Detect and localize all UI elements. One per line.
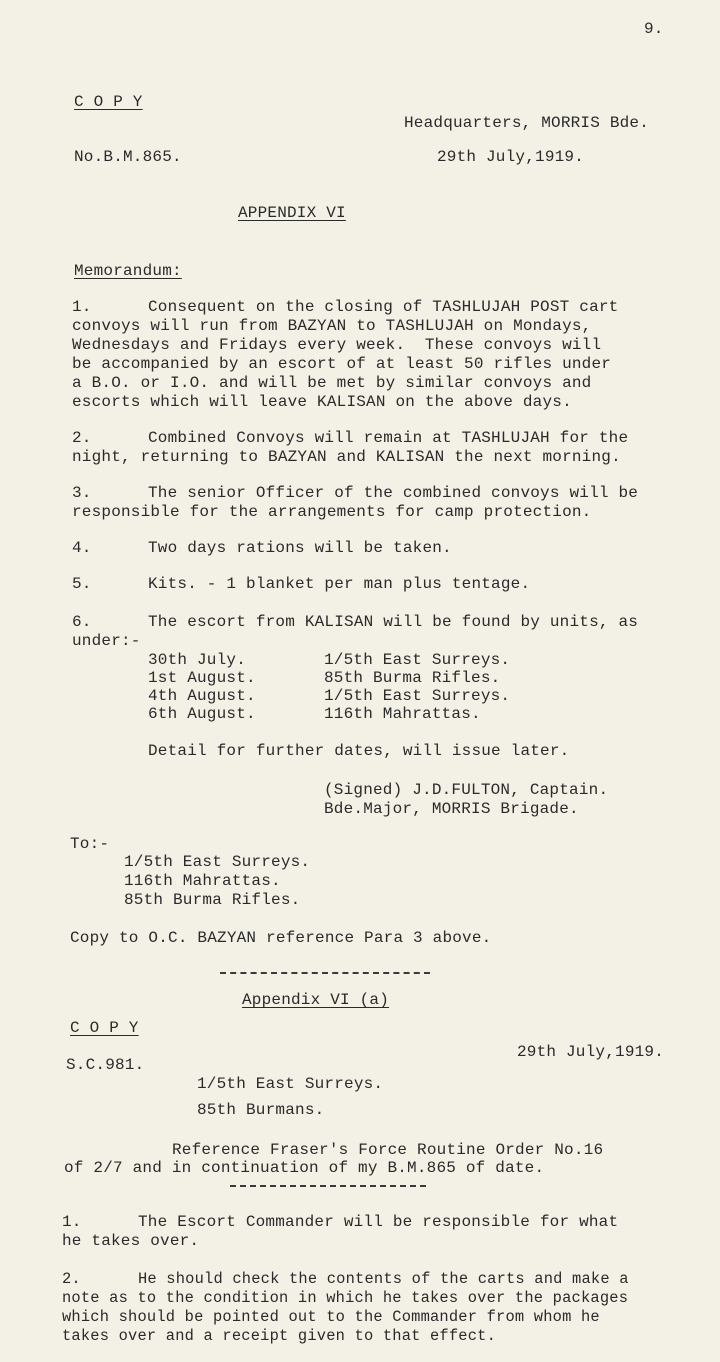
- reference-number-2: S.C.981.: [66, 1056, 145, 1074]
- paragraph-number: 1.: [62, 1213, 82, 1231]
- schedule-date: 30th July.: [148, 651, 247, 669]
- headquarters: Headquarters, MORRIS Bde.: [404, 114, 650, 132]
- paragraph-number: 2.: [72, 429, 92, 447]
- detail-note: Detail for further dates, will issue later.: [148, 742, 570, 760]
- paragraph-line: Kits. - 1 blanket per man plus tentage.: [148, 575, 531, 593]
- paragraph-line: responsible for the arrangements for camp protection.: [72, 503, 592, 521]
- schedule-unit: 116th Mahrattas.: [324, 705, 481, 723]
- paragraph-line: convoys will run from BAZYAN to TASHLUJAH on Mondays,: [72, 317, 592, 335]
- recipient: 85th Burma Rifles.: [124, 891, 301, 909]
- recipient-2: 1/5th East Surreys.: [197, 1075, 384, 1093]
- paragraph-2: [72, 429, 702, 467]
- paragraph-number: 2.: [62, 1270, 81, 1288]
- paragraph-line: escorts which will leave KALISAN on the above days.: [72, 393, 572, 411]
- appendix-paragraph-1: [62, 1213, 692, 1251]
- paragraph-line: He should check the contents of the carts and make a: [138, 1270, 629, 1288]
- recipient: 116th Mahrattas.: [124, 872, 281, 890]
- recipient-2: 85th Burmans.: [197, 1101, 325, 1119]
- paragraph-number: 6.: [72, 613, 92, 631]
- paragraph-3: [72, 484, 702, 522]
- reference-number: No.B.M.865.: [74, 148, 182, 166]
- schedule-date: 6th August.: [148, 705, 256, 723]
- paragraph-line: a B.O. or I.O. and will be met by similar convoys and: [72, 374, 592, 392]
- paragraph-number: 1.: [72, 298, 92, 316]
- appendix-a-title: Appendix VI (a): [242, 991, 390, 1009]
- paragraph-line: night, returning to BAZYAN and KALISAN the next morning.: [72, 448, 621, 466]
- copy-label: C O P Y: [74, 93, 143, 111]
- schedule-unit: 1/5th East Surreys.: [324, 651, 511, 669]
- schedule-unit: 1/5th East Surreys.: [324, 687, 511, 705]
- paragraph-line: Two days rations will be taken.: [148, 539, 452, 557]
- signature-line: (Signed) J.D.FULTON, Captain.: [324, 781, 609, 799]
- copy-label-2: C O P Y: [70, 1019, 139, 1037]
- paragraph-line: he takes over.: [62, 1232, 200, 1250]
- paragraph-line: note as to the condition in which he takes over the packages: [62, 1289, 629, 1307]
- paragraph-number: 3.: [72, 484, 92, 502]
- paragraph-line: The escort from KALISAN will be found by units, as: [148, 613, 639, 631]
- paragraph-6: [72, 613, 702, 651]
- paragraph-line: Combined Convoys will remain at TASHLUJAH for the: [148, 429, 629, 447]
- schedule-unit: 85th Burma Rifles.: [324, 669, 501, 687]
- paragraph-line: takes over and a receipt given to that effect.: [62, 1327, 497, 1345]
- paragraph-line: under:-: [72, 632, 141, 650]
- appendix-paragraph-2: [62, 1270, 718, 1346]
- signature-title: Bde.Major, MORRIS Brigade.: [324, 800, 579, 818]
- document-date-2: 29th July,1919.: [517, 1043, 665, 1061]
- page-number: 9.: [644, 20, 664, 38]
- memorandum-label: Memorandum:: [74, 262, 182, 280]
- section-divider: [230, 1185, 426, 1187]
- reference-line: of 2/7 and in continuation of my B.M.865 of date.: [64, 1159, 545, 1177]
- reference-line: Reference Fraser's Force Routine Order No.16: [172, 1141, 604, 1159]
- schedule-date: 1st August.: [148, 669, 256, 687]
- paragraph-number: 4.: [72, 539, 92, 557]
- paragraph-line: be accompanied by an escort of at least 50 rifles under: [72, 355, 612, 373]
- schedule-date: 4th August.: [148, 687, 256, 705]
- paragraph-line: Consequent on the closing of TASHLUJAH POST cart: [148, 298, 619, 316]
- paragraph-4: [72, 539, 702, 558]
- paragraph-5: [72, 575, 702, 594]
- to-label: To:-: [70, 835, 110, 853]
- paragraph-1: [72, 298, 702, 412]
- paragraph-line: The Escort Commander will be responsible for what: [138, 1213, 619, 1231]
- copy-to-line: Copy to O.C. BAZYAN reference Para 3 above.: [70, 929, 492, 947]
- section-divider: [220, 972, 430, 974]
- appendix-title: APPENDIX VI: [238, 204, 346, 222]
- recipient: 1/5th East Surreys.: [124, 853, 311, 871]
- paragraph-line: which should be pointed out to the Commander from whom he: [62, 1308, 600, 1326]
- paragraph-number: 5.: [72, 575, 92, 593]
- document-date: 29th July,1919.: [437, 148, 585, 166]
- paragraph-line: The senior Officer of the combined convoys will be: [148, 484, 639, 502]
- paragraph-line: Wednesdays and Fridays every week. These convoys will: [72, 336, 602, 354]
